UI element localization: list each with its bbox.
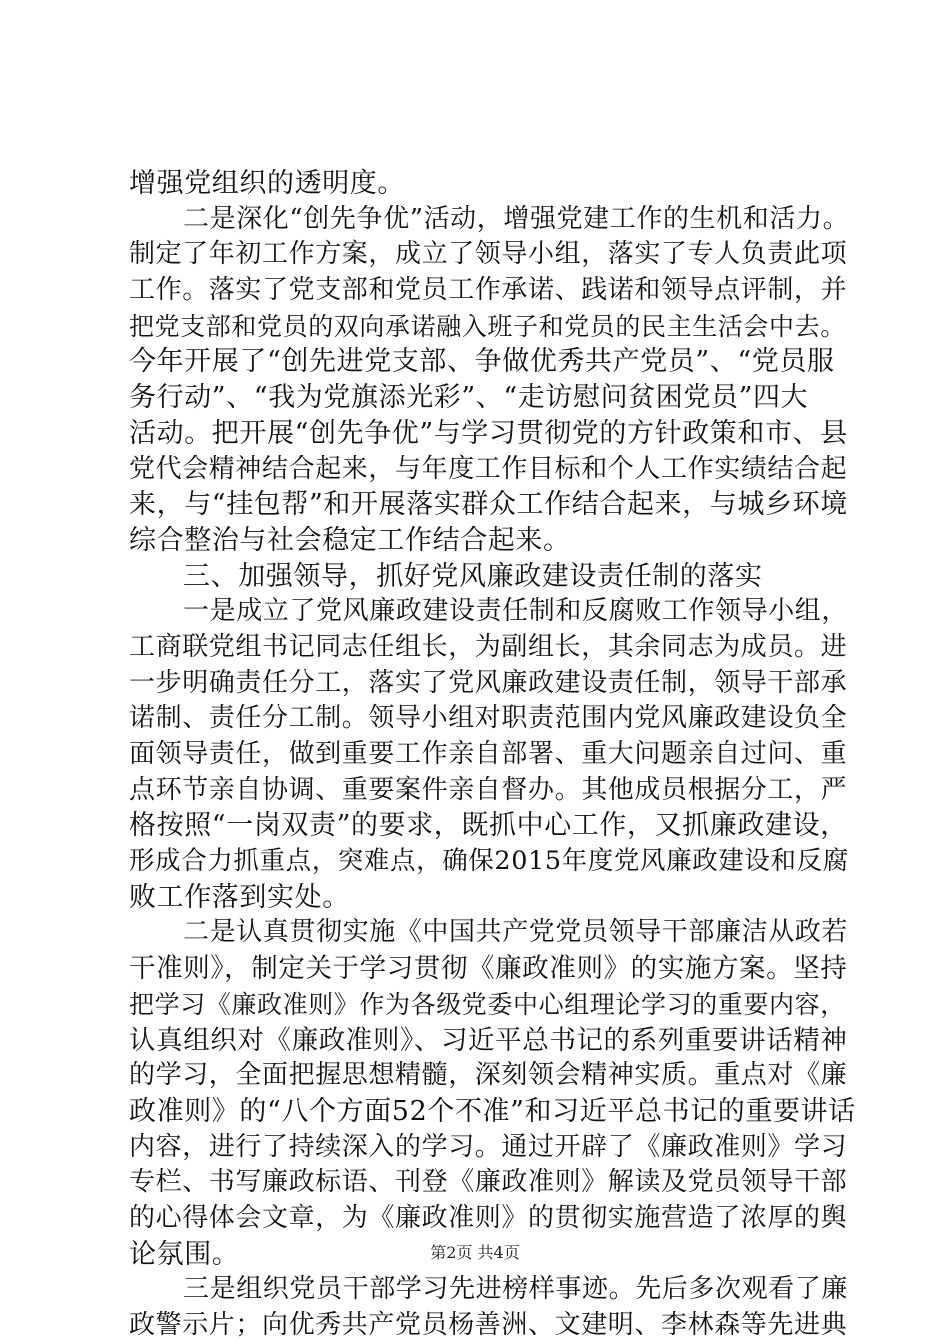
- text-line: 专栏、书写廉政标语、刊登《廉政准则》解读及党员领导干部: [129, 1167, 848, 1198]
- text-line: 点环节亲自协调、重要案件亲自督办。其他成员根据分工，严: [129, 774, 848, 805]
- text-line: 增强党组织的透明度。: [129, 168, 405, 199]
- text-line: 面领导责任，做到重要工作亲自部署、重大问题亲自过问、重: [129, 739, 848, 769]
- text-line: 党代会精神结合起来，与年度工作目标和个人工作实绩结合起: [129, 453, 848, 484]
- text-line: 干准则》，制定关于学习贯彻《廉政准则》的实施方案。坚持: [129, 953, 848, 985]
- text-line: 政准则》的“八个方面52个不准”和习近平总书记的重要讲话: [129, 1095, 856, 1127]
- text-line: 形成合力抓重点，突难点，确保2015年度党风廉政建设和反腐: [129, 846, 849, 877]
- text-line: 一是成立了党风廉政建设责任制和反腐败工作领导小组，: [183, 596, 849, 627]
- text-line: 把学习《廉政准则》作为各级党委中心组理论学习的重要内容，: [129, 989, 846, 1019]
- text-line: 活动。把开展“创先争优”与学习贯彻党的方针政策和市、县: [129, 417, 848, 449]
- text-line: 一步明确责任分工，落实了党风廉政建设责任制，领导干部承: [129, 667, 848, 698]
- text-line: 论氛围。: [129, 1238, 240, 1270]
- text-line: 三是组织党员干部学习先进榜样事迹。先后多次观看了廉: [183, 1274, 849, 1305]
- text-line: 工商联党组书记同志任组长，为副组长，其余同志为成员。进: [129, 631, 848, 662]
- text-line: 综合整治与社会稳定工作结合起来。: [129, 524, 571, 556]
- page-footer: 第2页 共4页: [430, 1243, 520, 1262]
- text-line: 的学习，全面把握思想精髓，深刻领会精神实质。重点对《廉: [129, 1060, 848, 1091]
- text-line: 政警示片；向优秀共产党员杨善洲、文建明、李林森等先进典: [129, 1310, 848, 1340]
- text-line: 三、加强领导，抓好党风廉政建设责任制的落实: [183, 560, 763, 592]
- text-line: 败工作落到实处。: [129, 881, 350, 913]
- text-line: 工作。落实了党支部和党员工作承诺、践诺和领导点评制，并: [129, 275, 848, 306]
- text-line: 来，与“挂包帮”和开展落实群众工作结合起来，与城乡环境: [129, 489, 848, 521]
- text-line: 制定了年初工作方案，成立了领导小组，落实了专人负责此项: [129, 239, 848, 270]
- text-line: 诺制、责任分工制。领导小组对职责范围内党风廉政建设负全: [129, 703, 848, 734]
- document-body: [129, 166, 856, 1344]
- text-line: 二是深化“创先争优”活动，增强党建工作的生机和活力。: [183, 203, 850, 234]
- text-line: 的心得体会文章，为《廉政准则》的贯彻实施营造了浓厚的舆: [129, 1202, 848, 1233]
- text-line: 务行动”、“我为党旗添光彩”、“走访慰问贫困党员”四大: [129, 382, 809, 414]
- text-line: 把党支部和党员的双向承诺融入班子和党员的民主生活会中去。: [129, 311, 846, 341]
- text-line: 认真组织对《廉政准则》、习近平总书记的系列重要讲话精神: [129, 1024, 848, 1056]
- text-line: 二是认真贯彻实施《中国共产党党员领导干部廉洁从政若: [183, 917, 849, 948]
- text-line: 今年开展了“创先进党支部、争做优秀共产党员”、“党员服: [129, 346, 835, 378]
- text-line: 内容，进行了持续深入的学习。通过开辟了《廉政准则》学习: [129, 1131, 848, 1162]
- text-line: 格按照“一岗双责”的要求，既抓中心工作，又抓廉政建设，: [129, 810, 848, 842]
